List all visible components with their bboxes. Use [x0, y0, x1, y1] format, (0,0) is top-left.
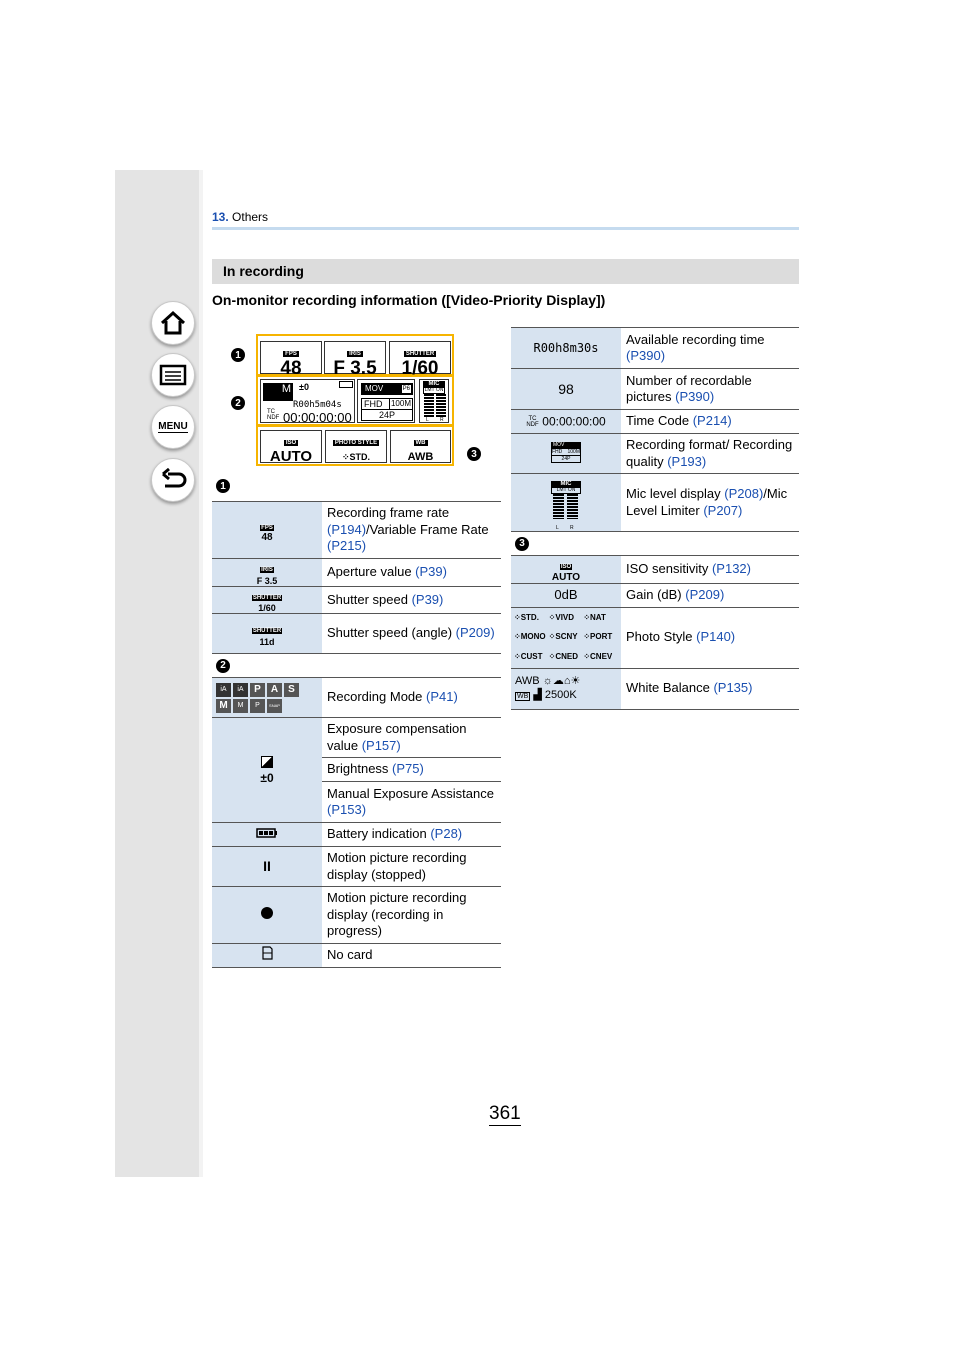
- vfr-text: /Variable Frame Rate: [366, 521, 489, 537]
- table-row: [212, 944, 501, 968]
- back-button[interactable]: [151, 458, 195, 502]
- ndf-label: NDF: [267, 415, 280, 421]
- marker-1-table: 1: [216, 479, 230, 493]
- table-row: [511, 328, 799, 369]
- mode-ia-plus-icon: iA: [233, 683, 248, 697]
- table-row: [511, 583, 799, 607]
- link-p153[interactable]: (P153): [327, 802, 367, 817]
- fps-icon-value: 48: [261, 532, 273, 544]
- table-row: [511, 434, 799, 474]
- style-cned-label: CNED: [555, 651, 579, 661]
- remaining-time-description: [621, 328, 799, 369]
- gain-description: [621, 583, 799, 607]
- exposure-comp-icon: [261, 756, 273, 768]
- tc-label: TC: [267, 409, 275, 415]
- table-row: [511, 532, 799, 556]
- marker-3: 3: [467, 447, 481, 461]
- mode-m-icon: M: [216, 699, 231, 713]
- timecode-text: Time Code: [626, 413, 693, 429]
- mode-creative-p-icon: P: [250, 699, 265, 713]
- table-row: [212, 823, 501, 847]
- format-sub: P6: [402, 386, 410, 392]
- fps-icon-tag: FPS: [261, 524, 273, 531]
- brightness-text: Brightness: [327, 761, 393, 777]
- home-button[interactable]: [151, 301, 195, 345]
- mic-l: L: [426, 417, 429, 423]
- table-row: [212, 559, 501, 587]
- format-text: Recording format/ Recording quality: [626, 437, 793, 469]
- fps-value: 48: [280, 358, 302, 379]
- chapter-title[interactable]: Others: [232, 210, 269, 224]
- mode-creative-video-icon: M: [233, 699, 248, 713]
- mic-level-description: [621, 474, 799, 532]
- wb-tag: WB: [415, 440, 426, 446]
- screen-row-1: [256, 334, 454, 379]
- exposure-text: Exposure compensation value: [327, 721, 467, 753]
- table-row: [212, 718, 501, 758]
- shutter-angle-text: Shutter speed (angle): [327, 625, 456, 641]
- white-balance-description: [621, 668, 799, 709]
- breadcrumb: [212, 210, 268, 224]
- iso-value: AUTO: [269, 448, 313, 465]
- shutter-angle-icon-tag: SHUTTER: [252, 628, 282, 635]
- wb-bulb-icon: ☀: [570, 674, 581, 687]
- mode-ia-icon: iA: [216, 683, 231, 697]
- table-row: [212, 614, 501, 654]
- iso-box: [260, 430, 322, 463]
- iris-icon-tag: IRIS: [261, 567, 273, 573]
- table-row: [212, 847, 501, 887]
- recording-dot-cell: [212, 887, 322, 944]
- mode-s-icon: S: [284, 683, 299, 697]
- timecode-icon-value: 00:00:00:00: [542, 414, 606, 429]
- shutter-value: 1/60: [401, 358, 439, 379]
- mea-text: Manual Exposure Assistance: [327, 785, 494, 801]
- style-port-icon: ⁘PORT: [583, 632, 613, 642]
- style-vivd-icon: ⁘VIVD: [548, 612, 575, 622]
- link-p390[interactable]: (P390): [626, 348, 666, 363]
- pause-icon: II: [212, 847, 322, 887]
- iris-value: F 3.5: [333, 358, 377, 379]
- recording-mode-description: [322, 678, 501, 718]
- mic-r: R: [440, 417, 444, 423]
- right-table: [511, 327, 799, 710]
- table-row: [511, 474, 799, 532]
- style-cnev-label: CNEV: [590, 651, 613, 661]
- marker-3-cell: [511, 532, 799, 556]
- table-row: [511, 410, 799, 434]
- iris-tag: IRIS: [349, 351, 361, 357]
- shutter-angle-description: [322, 614, 501, 654]
- style-port-label: PORT: [590, 632, 613, 642]
- aperture-text: Aperture value: [327, 564, 416, 579]
- exposure-icon-value: ±0: [260, 771, 274, 786]
- link-p208[interactable]: (P208): [724, 486, 764, 501]
- chapter-number[interactable]: 13.: [212, 210, 229, 224]
- style-std-icon: ⁘STD.: [514, 612, 539, 622]
- stopped-description: Motion picture recording display (stopped): [322, 847, 501, 887]
- recordable-pictures-text: Number of recordable pictures: [626, 372, 752, 404]
- table-row: [212, 654, 501, 678]
- photo-style-text: Photo Style: [626, 629, 697, 645]
- format-label: MOV: [365, 384, 384, 393]
- recording-mode-icons: [212, 678, 322, 718]
- format-box: [357, 379, 415, 423]
- mic-icon-lmt: LMT ON: [551, 487, 581, 494]
- marker-3-table: 3: [515, 537, 529, 551]
- style-cned-icon: ⁘CNED: [548, 651, 579, 661]
- wb-set-icon: ▟: [533, 688, 542, 701]
- white-balance-text: White Balance: [626, 680, 714, 696]
- link-p214[interactable]: (P214): [692, 413, 732, 429]
- photo-style-box: [325, 430, 387, 463]
- link-p194[interactable]: (P194): [327, 521, 367, 537]
- iso-icon-tag: ISO: [560, 564, 572, 570]
- shutter-tag: SHUTTER: [405, 351, 435, 357]
- screen-row-2: [256, 375, 454, 426]
- photo-style-icons: [511, 607, 621, 668]
- page-number: 361: [489, 1103, 521, 1124]
- table-row: [511, 556, 799, 584]
- link-p39-shutter[interactable]: (P39): [411, 591, 444, 607]
- table-row: [212, 586, 501, 614]
- format-icon-fhd: FHD: [552, 449, 563, 456]
- mode-a-icon: A: [267, 683, 282, 697]
- gain-icon: 0dB: [511, 583, 621, 607]
- wb-shade-icon: ⌂: [563, 674, 571, 687]
- shutter-description: [322, 586, 501, 614]
- shutter-angle-icon-value: 11d: [259, 636, 275, 647]
- back-arrow-icon: [159, 468, 187, 492]
- left-table-1: [212, 501, 501, 968]
- wb-flash-icon: WB: [517, 692, 529, 700]
- record-dot-icon: [261, 907, 273, 919]
- mic-level-text: Mic level display: [626, 486, 725, 501]
- marker-1: 1: [231, 348, 245, 362]
- style-mono-label: MONO: [520, 632, 546, 642]
- iris-box: [324, 341, 386, 379]
- mode-label: M: [281, 383, 291, 395]
- link-p75[interactable]: (P75): [392, 761, 424, 777]
- quality-box: [361, 398, 413, 410]
- exposure-value: ±0: [299, 382, 309, 392]
- marker-2-table: 2: [216, 659, 230, 673]
- iris-icon: [212, 559, 322, 587]
- link-p41[interactable]: (P41): [426, 689, 458, 705]
- quality-rate: 24P: [361, 410, 413, 421]
- gain-text: Gain (dB): [626, 586, 686, 602]
- table-row: [511, 369, 799, 410]
- no-card-description: No card: [322, 944, 501, 968]
- fps-tag: FPS: [285, 351, 297, 357]
- link-p209[interactable]: (P209): [455, 625, 495, 641]
- shutter-icon-value: 1/60: [258, 603, 276, 613]
- iso-icon: [511, 556, 621, 584]
- recordable-pictures-icon: 98: [511, 369, 621, 410]
- link-p28[interactable]: (P28): [430, 826, 463, 842]
- remaining-time: R00h5m04s: [293, 400, 342, 410]
- timecode-value: 00:00:00:00: [283, 410, 352, 425]
- battery-icon-large: [256, 828, 278, 838]
- shutter-text: Shutter speed: [327, 591, 412, 607]
- link-p132[interactable]: (P132): [711, 561, 751, 576]
- shutter-icon: [212, 586, 322, 614]
- iris-icon-value: F 3.5: [256, 575, 278, 586]
- mic-meter-right: [436, 394, 446, 418]
- recording-mode-text: Recording Mode: [327, 689, 426, 705]
- iso-tag: ISO: [285, 440, 297, 446]
- style-cnev-icon: ⁘CNEV: [583, 651, 613, 661]
- table-row: [212, 887, 501, 944]
- remaining-time-icon: R00h8m30s: [511, 328, 621, 369]
- shutter-box: [389, 341, 451, 379]
- quality-right: 100M: [390, 399, 411, 408]
- link-p135[interactable]: (P135): [713, 680, 753, 696]
- timecode-ndf: NDF: [526, 421, 539, 428]
- table-row: [212, 502, 501, 559]
- recording-description: Motion picture recording display (recording in progress): [322, 887, 501, 944]
- fps-icon: [212, 502, 322, 559]
- wb-cloud-icon: ☁: [552, 674, 564, 687]
- mic-sub: LMT ON: [424, 387, 444, 393]
- tc-ndf-label: [267, 409, 279, 421]
- iso-text: ISO sensitivity: [626, 561, 712, 576]
- format-banner: [361, 383, 413, 395]
- no-card-icon: [260, 946, 274, 960]
- link-p207[interactable]: (P207): [703, 502, 743, 518]
- mic-limiter-text: /Mic Level Limiter: [626, 486, 788, 518]
- menu-button[interactable]: [151, 405, 195, 449]
- battery-icon: [339, 381, 353, 388]
- fps-description: [322, 502, 501, 559]
- shutter-angle-icon: [212, 614, 322, 654]
- white-balance-icons: [511, 668, 621, 709]
- wb-sun-icon: ☼: [542, 674, 553, 687]
- format-icon-rate: 100M: [567, 449, 580, 456]
- photo-style-icon: ⁘: [341, 452, 350, 462]
- page-subheading: On-monitor recording information ([Video-Priority Display]): [212, 292, 606, 308]
- fps-text: Recording frame rate: [327, 505, 450, 521]
- mic-icon-l: L: [556, 524, 559, 531]
- format-icon-fps: 24P: [551, 456, 581, 463]
- link-p193[interactable]: (P193): [667, 453, 707, 469]
- link-p215[interactable]: (P215): [327, 538, 367, 554]
- mic-box: [419, 379, 449, 423]
- marker-2-cell: [212, 654, 501, 678]
- style-mono-icon: ⁘MONO: [514, 632, 546, 642]
- style-cust-icon: ⁘CUST: [514, 651, 543, 661]
- photo-style-value-wrap: [326, 449, 386, 465]
- fps-box: [260, 341, 322, 379]
- mic-tag: MIC: [423, 381, 445, 387]
- format-description: [621, 434, 799, 474]
- mic-icon-r: R: [570, 524, 574, 531]
- timecode-description: [621, 410, 799, 434]
- wb-value: AWB: [407, 451, 434, 463]
- iso-description: [621, 556, 799, 584]
- battery-cell: [212, 823, 322, 847]
- status-box: [260, 379, 355, 423]
- mode-snap-icon: SNAP: [267, 699, 282, 713]
- quality-left: FHD: [364, 399, 383, 409]
- header-rule: [212, 227, 799, 230]
- no-card-cell: [212, 944, 322, 968]
- exposure-description: [322, 718, 501, 758]
- photo-style-tag: PHOTO STYLE: [334, 440, 378, 446]
- style-vivd-label: VIVD: [555, 612, 575, 622]
- photo-style-value: STD.: [349, 452, 371, 462]
- battery-description: [322, 823, 501, 847]
- format-icon: [511, 434, 621, 474]
- list-icon: [159, 363, 187, 387]
- link-p390-pictures[interactable]: (P390): [675, 389, 715, 404]
- style-std-label: STD.: [520, 612, 539, 622]
- home-icon: [159, 309, 187, 337]
- style-scny-icon: ⁘SCNY: [548, 632, 578, 642]
- photo-style-description: [621, 607, 799, 668]
- aperture-description: [322, 559, 501, 587]
- remaining-time-text: Available recording time: [626, 331, 765, 347]
- iso-icon-value: AUTO: [551, 571, 581, 583]
- timecode-tc: TC: [528, 415, 537, 422]
- recordable-pictures-description: [621, 369, 799, 410]
- style-nat-label: NAT: [590, 612, 606, 622]
- table-row: [511, 668, 799, 709]
- mic-icon-meter-left: [553, 494, 564, 519]
- table-row: [212, 678, 501, 718]
- marker-2: 2: [231, 396, 245, 410]
- mic-icon-tag: MIC: [551, 481, 581, 487]
- brightness-description: [322, 758, 501, 782]
- table-row: [511, 607, 799, 668]
- style-cust-label: CUST: [520, 651, 543, 661]
- mode-p-icon: P: [250, 683, 265, 697]
- link-p39[interactable]: (P39): [415, 564, 447, 579]
- link-p209-gain[interactable]: (P209): [685, 586, 725, 602]
- section-title: In recording: [212, 259, 799, 284]
- wb-kelvin-icon: 2500K: [544, 688, 577, 701]
- mic-icon-meter-right: [567, 494, 578, 519]
- wb-awb-icon: AWB: [515, 674, 540, 687]
- format-icon-mov: MOV: [551, 442, 581, 448]
- mic-level-icon: [511, 474, 621, 532]
- shutter-icon-tag: SHUTTER: [252, 594, 282, 601]
- timecode-icon: [511, 410, 621, 434]
- link-p157[interactable]: (P157): [361, 737, 401, 753]
- screen-row-3: [256, 425, 454, 466]
- style-nat-icon: ⁘NAT: [583, 612, 606, 622]
- style-scny-label: SCNY: [555, 632, 578, 642]
- wb-box: [390, 430, 451, 463]
- mic-meter-left: [424, 394, 434, 418]
- exposure-icon: [212, 718, 322, 823]
- battery-text: Battery indication: [327, 826, 431, 842]
- mode-indicator: [263, 383, 293, 401]
- contents-button[interactable]: [151, 353, 195, 397]
- menu-label: MENU: [158, 421, 188, 432]
- mea-description: [322, 782, 501, 823]
- monitor-illustration: [256, 334, 454, 466]
- link-p140[interactable]: (P140): [696, 629, 736, 645]
